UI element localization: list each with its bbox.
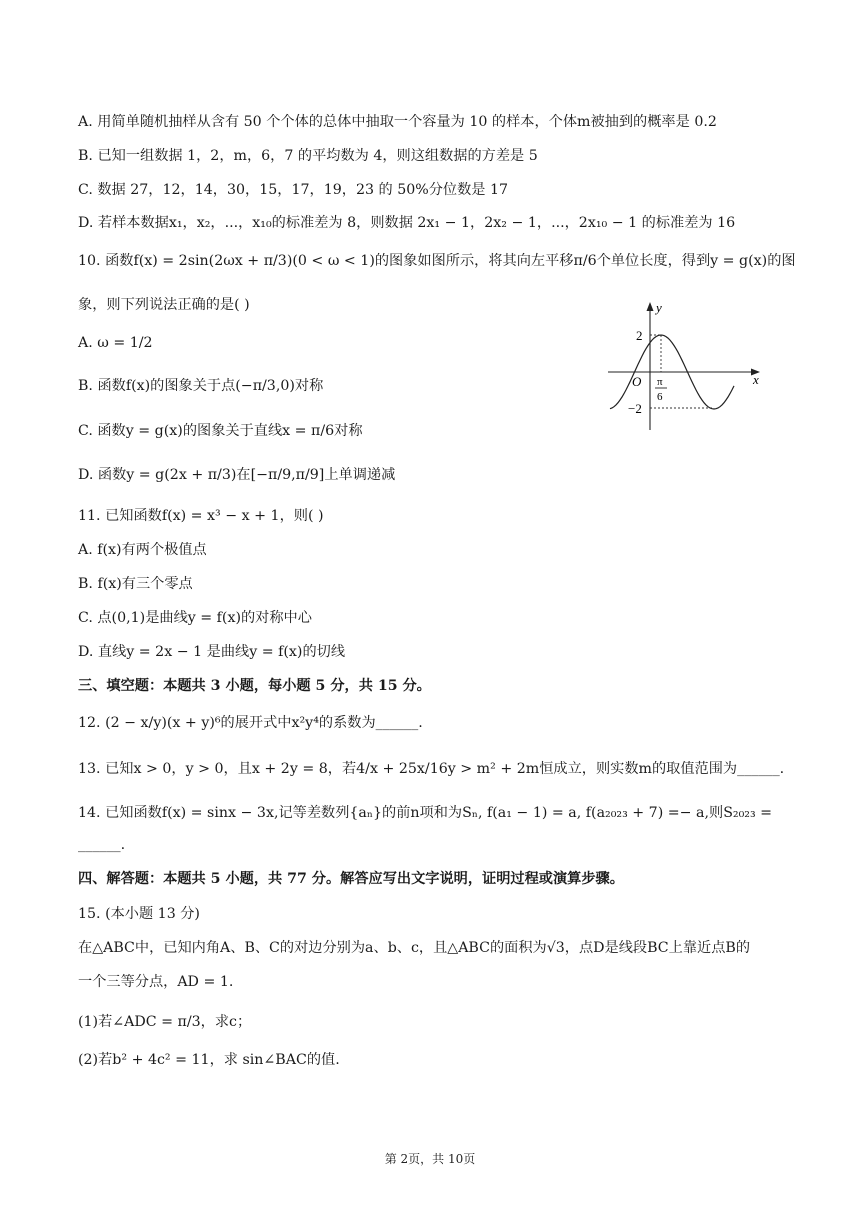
option-11a: A. f(x)有两个极值点 [78, 542, 207, 558]
section-4-heading: 四、解答题：本题共 5 小题，共 77 分。解答应写出文字说明，证明过程或演算步骤。 [78, 871, 624, 887]
question-13: 13. 已知x > 0，y > 0，且x + 2y = 8，若4/x + 25x/16y > m² + 2m恒成立，则实数m的取值范围为______. [78, 761, 785, 777]
question-14: 14. 已知函数f(x) = sinx − 3x,记等差数列{aₙ}的前n项和为Sₙ, f(a₁ − 1) = a, f(a₂₀₂₃ + 7) =− a,则S₂₀₂₃ = [78, 805, 773, 821]
question-12: 12. (2 − x/y)(x + y)⁶的展开式中x²y⁴的系数为______. [78, 715, 423, 731]
question-10-stem: 10. 函数f(x) = 2sin(2ωx + π/3)(0 < ω < 1)的图象如图所示，将其向左平移π/6个单位长度，得到y = g(x)的图 [78, 253, 796, 269]
tick-label-6: 6 [657, 391, 663, 403]
tick-label-pi: π [657, 376, 663, 388]
x-axis-label: x [753, 372, 759, 387]
question-11-stem: 11. 已知函数f(x) = x³ − x + 1，则( ) [78, 508, 324, 524]
question-15-part1: (1)若∠ADC = π/3，求c； [78, 1014, 252, 1030]
option-11c: C. 点(0,1)是曲线y = f(x)的对称中心 [78, 610, 312, 626]
option-9a: A. 用简单随机抽样从含有 50 个个体的总体中抽取一个容量为 10 的样本，个体m被抽到的概率是 0.2 [78, 114, 717, 130]
option-10d: D. 函数y = g(2x + π/3)在[−π/9,π/9]上单调递减 [78, 467, 396, 483]
y-axis-arrow [647, 302, 654, 311]
page-footer: 第 2页，共 10页 [384, 1152, 476, 1166]
section-3-heading: 三、填空题：本题共 3 小题，每小题 5 分，共 15 分。 [78, 678, 431, 694]
y-axis-label: y [656, 300, 662, 315]
option-10c: C. 函数y = g(x)的图象关于直线x = π/6对称 [78, 423, 363, 439]
option-10a: A. ω = 1/2 [78, 335, 153, 351]
question-14-blank: ______. [78, 837, 126, 853]
tick-label-2: 2 [636, 328, 643, 343]
option-10b: B. 函数f(x)的图象关于点(−π/3,0)对称 [78, 378, 324, 394]
origin-label: O [632, 374, 642, 389]
question-15-header: 15. (本小题 13 分) [78, 906, 200, 922]
question-15-part2: (2)若b² + 4c² = 11，求 sin∠BAC的值. [78, 1052, 340, 1068]
sine-graph-figure [604, 298, 768, 434]
question-10-stem-cont: 象，则下列说法正确的是( ) [78, 297, 250, 313]
tick-label-neg2: −2 [628, 401, 642, 416]
option-9d: D. 若样本数据x₁，x₂，...，x₁₀的标准差为 8，则数据 2x₁ − 1，2x₂ − 1，...，2x₁₀ − 1 的标准差为 16 [78, 215, 736, 231]
option-11d: D. 直线y = 2x − 1 是曲线y = f(x)的切线 [78, 644, 346, 660]
question-15-stem-cont: 一个三等分点，AD = 1. [78, 974, 234, 990]
option-11b: B. f(x)有三个零点 [78, 576, 193, 592]
option-9b: B. 已知一组数据 1，2，m，6，7 的平均数为 4，则这组数据的方差是 5 [78, 148, 538, 164]
question-15-stem: 在△ABC中，已知内角A、B、C的对边分别为a、b、c，且△ABC的面积为√3，点D是线段BC上靠近点B的 [78, 940, 751, 956]
option-9c: C. 数据 27，12，14，30，15，17，19，23 的 50%分位数是 17 [78, 182, 509, 198]
